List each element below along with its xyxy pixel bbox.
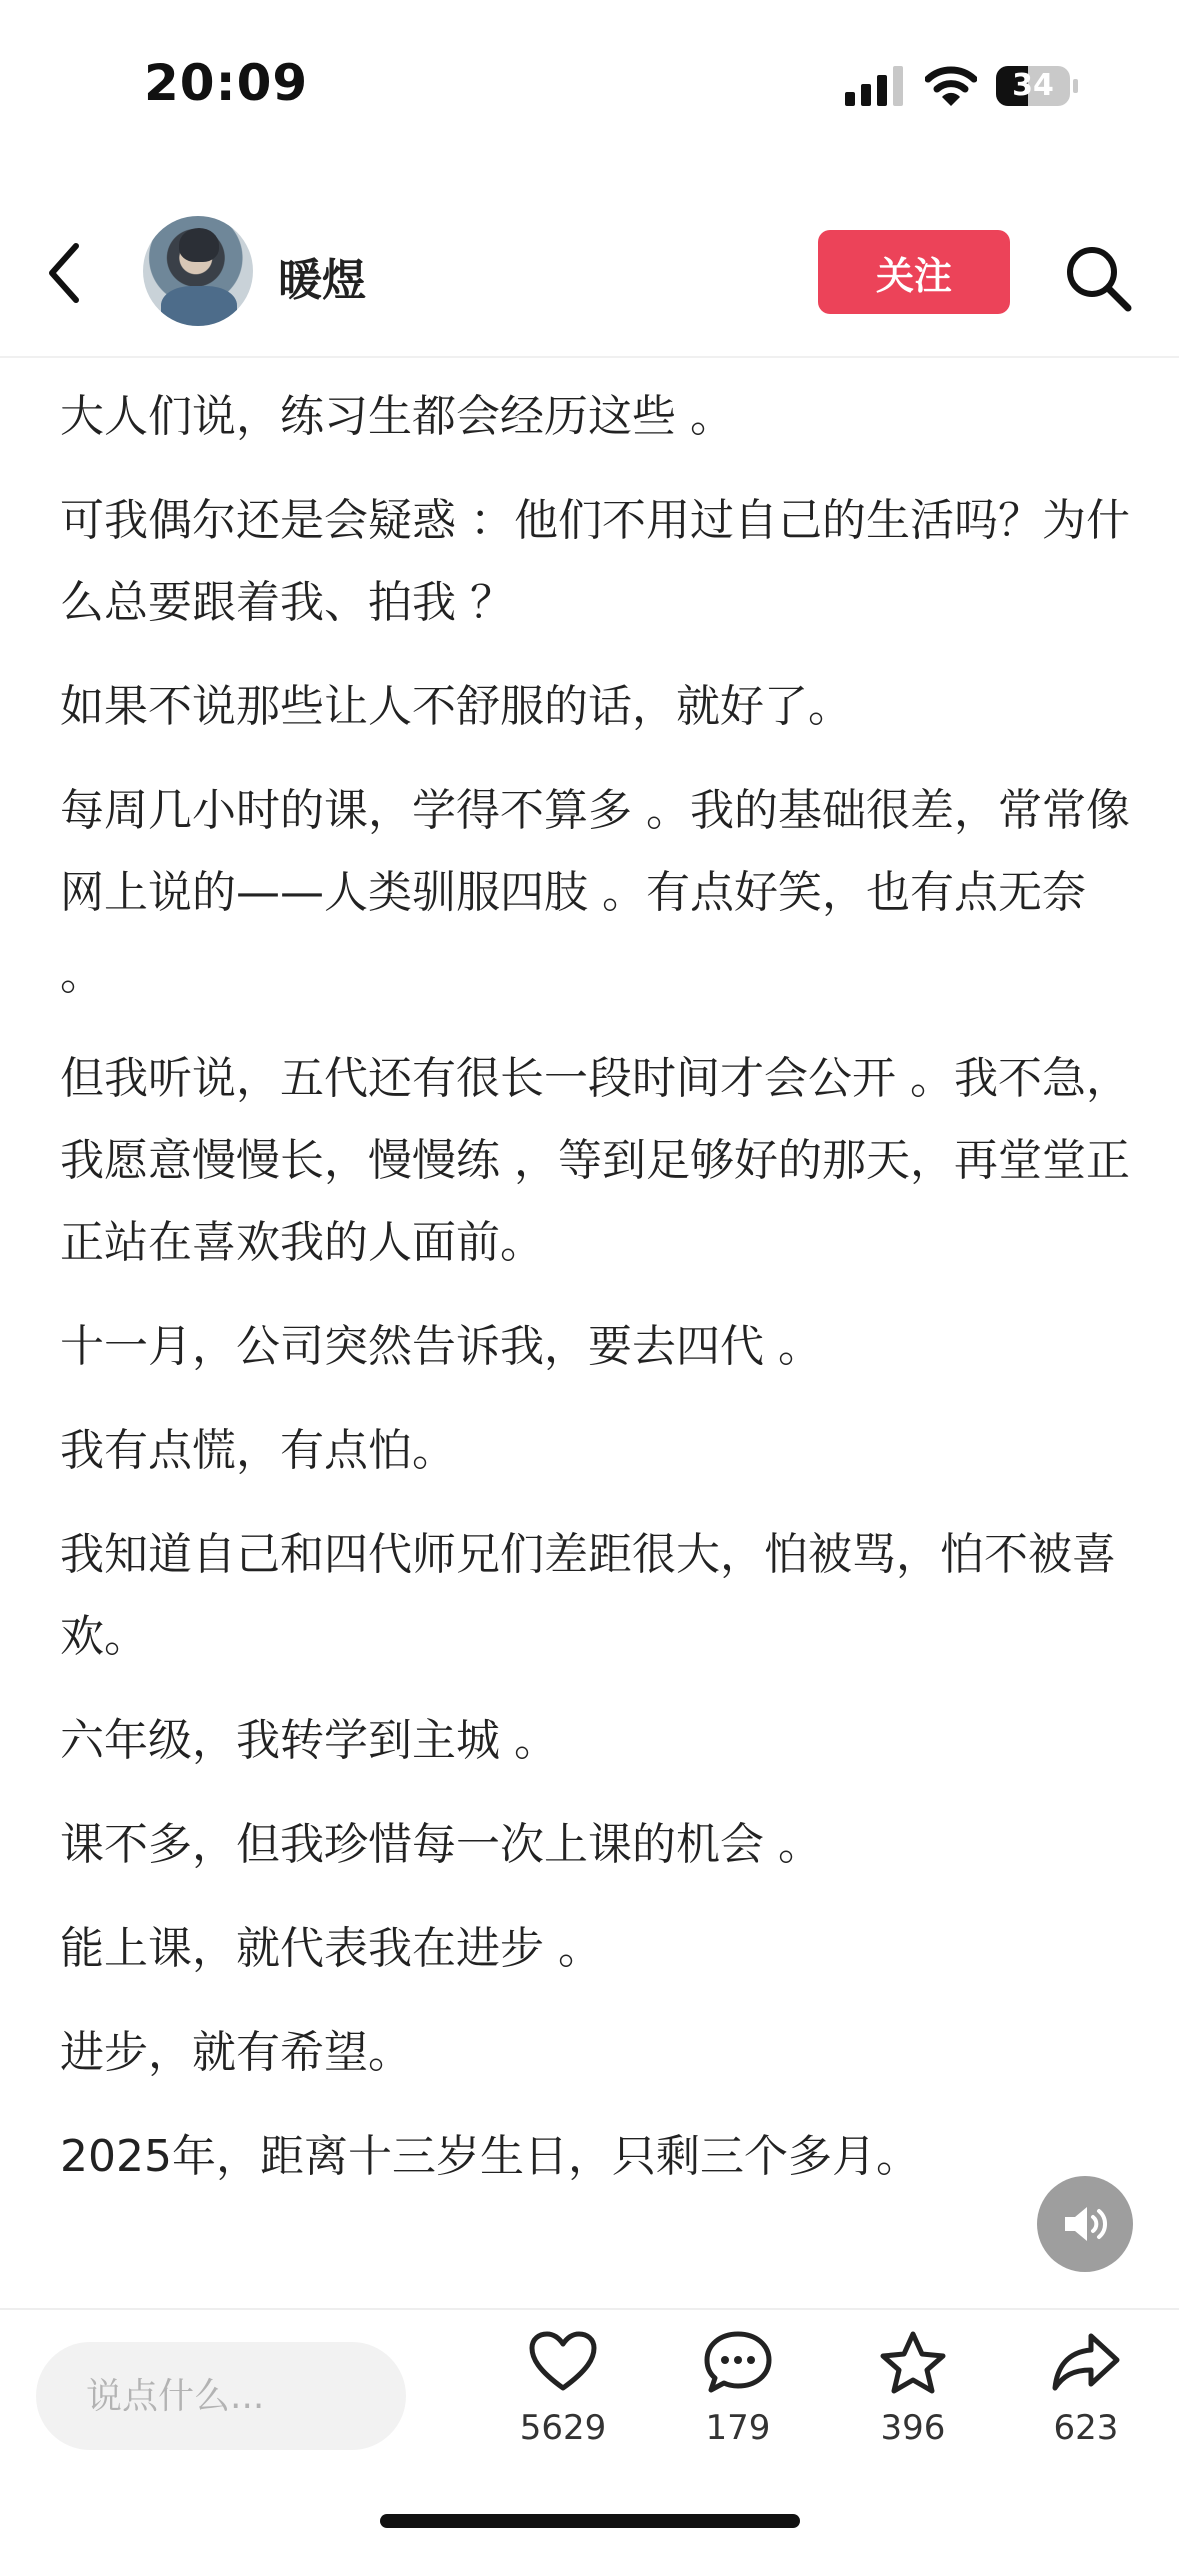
post-paragraph: 十一月，公司突然告诉我，要去四代 。 bbox=[60, 1321, 822, 1372]
share-count: 623 bbox=[1053, 2408, 1119, 2448]
comment-button[interactable] bbox=[678, 2330, 798, 2480]
post-paragraph: 我有点慌，有点怕。 bbox=[60, 1425, 456, 1476]
post-paragraph: 每周几小时的课，学得不算多 。我的基础很差，常常像网上说的——人类驯服四肢 。有点好笑，也有点无奈 。 bbox=[60, 785, 1130, 1000]
comment-count: 179 bbox=[705, 2408, 771, 2448]
post-header bbox=[0, 200, 1179, 358]
share-arrow-icon bbox=[1051, 2330, 1121, 2394]
battery-indicator bbox=[996, 66, 1078, 106]
favorite-button[interactable] bbox=[853, 2330, 973, 2480]
post-paragraph: 六年级，我转学到主城 。 bbox=[60, 1715, 558, 1766]
wifi-icon bbox=[925, 64, 977, 108]
post-content bbox=[60, 356, 1130, 2308]
comment-input[interactable] bbox=[36, 2342, 406, 2450]
post-paragraph: 我知道自己和四代师兄们差距很大，怕被骂，怕不被喜欢。 bbox=[60, 1529, 1116, 1662]
post-paragraph: 2025年，距离十三岁生日，只剩三个多月。 bbox=[60, 2131, 920, 2182]
status-time: 20:09 bbox=[144, 54, 309, 112]
like-button[interactable] bbox=[503, 2330, 623, 2480]
cellular-signal-icon bbox=[845, 66, 903, 106]
share-button[interactable] bbox=[1026, 2330, 1146, 2480]
star-icon bbox=[878, 2330, 948, 2394]
post-paragraph: 课不多，但我珍惜每一次上课的机会 。 bbox=[60, 1819, 822, 1870]
post-paragraph: 进步，就有希望。 bbox=[60, 2027, 412, 2078]
follow-button[interactable]: 关注 bbox=[818, 230, 1010, 314]
username[interactable]: 暖煜 bbox=[278, 255, 366, 306]
battery-level: 34 bbox=[1012, 68, 1054, 103]
avatar[interactable] bbox=[143, 216, 253, 326]
post-paragraph: 大人们说，练习生都会经历这些 。 bbox=[60, 391, 734, 442]
post-paragraph: 能上课，就代表我在进步 。 bbox=[60, 1923, 602, 1974]
like-count: 5629 bbox=[519, 2408, 607, 2448]
speaker-icon bbox=[1061, 2202, 1109, 2246]
post-paragraph: 可我偶尔还是会疑惑 ：他们不用过自己的生活吗？为什么总要跟着我、拍我 ？ bbox=[60, 495, 1130, 628]
chevron-left-icon[interactable] bbox=[40, 238, 90, 308]
post-paragraph: 但我听说，五代还有很长一段时间才会公开 。我不急，我愿意慢慢长，慢慢练 ，等到足够好的那天，再堂堂正正站在喜欢我的人面前。 bbox=[60, 1053, 1130, 1268]
sound-toggle-button[interactable] bbox=[1037, 2176, 1133, 2272]
search-icon[interactable] bbox=[1062, 242, 1134, 314]
speech-bubble-icon bbox=[703, 2330, 773, 2394]
favorite-count: 396 bbox=[880, 2408, 946, 2448]
post-paragraph: 如果不说那些让人不舒服的话，就好了。 bbox=[60, 681, 852, 732]
heart-icon bbox=[528, 2330, 598, 2394]
home-indicator[interactable] bbox=[380, 2514, 800, 2528]
